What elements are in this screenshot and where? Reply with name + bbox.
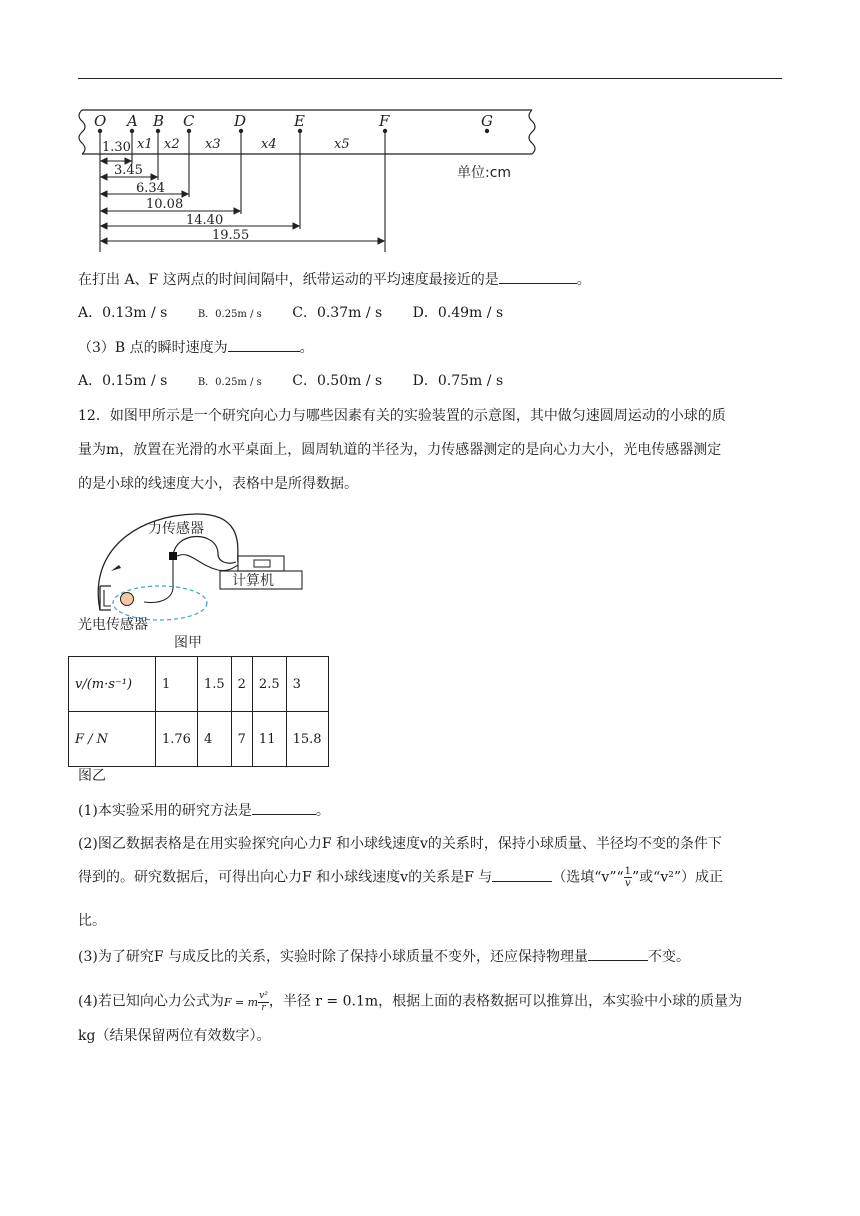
- option-b: B．0.25m / s: [197, 377, 262, 388]
- segment-label-x5: x5: [334, 137, 350, 152]
- table-cell: 11: [252, 712, 286, 767]
- option-c: C．0.50m / s: [292, 373, 383, 389]
- point-label-O: O: [94, 112, 107, 130]
- sub-question-3: [78, 946, 690, 967]
- answer-blank: [588, 946, 648, 961]
- answer-blank: [499, 269, 577, 284]
- ticker-tape-diagram: [74, 104, 544, 256]
- distance-label: 19.55: [212, 228, 250, 243]
- period: 。: [299, 340, 314, 356]
- point-label-F: F: [379, 112, 390, 130]
- point-label-G: G: [481, 112, 493, 130]
- option-a: A．0.15m / s: [78, 373, 168, 389]
- q12-line2: 量为m，放置在光滑的水平桌面上，圆周轨道的半径为，力传感器测定的是向心力大小，光电传感器测定: [78, 442, 722, 458]
- segment-label-x1: x1: [137, 137, 153, 152]
- answer-blank: [492, 867, 552, 882]
- q12-line1: 12．如图甲所示是一个研究向心力与哪些因素有关的实验装置的示意图，其中做匀速圆周运动的小球的质: [78, 408, 726, 424]
- force-sensor-label: 力传感器: [148, 521, 204, 537]
- question-text: 在打出 A、F 这两点的时间间隔中，纸带运动的平均速度最接近的是: [78, 272, 499, 288]
- table-cell: 15.8: [286, 712, 328, 767]
- sub-question-1: [78, 800, 330, 821]
- choice-text: （选填“v”“: [552, 869, 624, 886]
- figure-caption-a: 图甲: [174, 635, 202, 650]
- computer-label: 计算机: [232, 573, 274, 589]
- table-row: [69, 657, 329, 712]
- period: 。: [315, 803, 330, 819]
- table-cell: 2: [231, 657, 252, 712]
- fraction-denominator: v: [625, 878, 631, 889]
- distance-label: 10.08: [146, 197, 184, 212]
- question-3: [78, 337, 314, 358]
- table-cell: 1.76: [156, 712, 198, 767]
- table-cell: 1: [156, 657, 198, 712]
- sub-question-4: [78, 991, 742, 1014]
- choice-text: ”或“v²”）成正: [632, 869, 724, 886]
- options-3: [78, 371, 529, 393]
- apparatus-diagram: [78, 510, 338, 650]
- options-af: [78, 303, 529, 325]
- q12-line3: 的是小球的线速度大小，表格中是所得数据。: [78, 476, 358, 492]
- table-header-v: v/(m·s⁻¹): [69, 657, 156, 712]
- question-text: 得到的。研究数据后，可得出向心力F 和小球线速度v的关系是F 与: [78, 869, 493, 886]
- segment-label-x4: x4: [261, 137, 277, 152]
- fraction-numerator: 1: [624, 866, 632, 877]
- question-af: [78, 269, 591, 290]
- answer-blank: [252, 800, 316, 815]
- point-label-B: B: [153, 112, 165, 130]
- point-label-C: C: [183, 112, 195, 130]
- distance-label: 6.34: [136, 181, 165, 196]
- sub-question-2-line1: (2)图乙数据表格是在用实验探究向心力F 和小球线速度v的关系时，保持小球质量、半径均不变的条件下: [78, 836, 722, 852]
- photo-sensor-label: 光电传感器: [78, 617, 148, 633]
- segment-label-x2: x2: [164, 137, 180, 152]
- table-cell: 1.5: [197, 657, 231, 712]
- question-text: （3）B 点的瞬时速度为: [78, 340, 228, 356]
- option-c: C．0.37m / s: [292, 305, 383, 321]
- distance-label: 3.45: [114, 163, 143, 178]
- header-rule: [78, 78, 782, 79]
- sub-question-4-line2: kg（结果保留两位有效数字）。: [78, 1028, 271, 1044]
- centripetal-formula: F = m $\frac{\text{v²}}{r}$: [223, 991, 268, 1013]
- option-d: D．0.75m / s: [412, 373, 504, 389]
- data-table: [68, 656, 329, 767]
- question-text: ，半径 r = 0.1m，根据上面的表格数据可以推算出，本实验中小球的质量为: [268, 993, 743, 1010]
- sub-question-2-line3: 比。: [78, 913, 106, 929]
- question-text: (3)为了研究F 与成反比的关系，实验时除了保持小球质量不变外，还应保持物理量: [78, 949, 588, 965]
- fraction-one-over-v: [624, 866, 632, 889]
- table-row: [69, 712, 329, 767]
- question-text: (4)若已知向心力公式为: [78, 993, 224, 1010]
- option-b: B．0.25m / s: [197, 309, 262, 320]
- table-cell: 3: [286, 657, 328, 712]
- distance-label: 14.40: [186, 213, 224, 228]
- period: 。: [576, 272, 591, 288]
- answer-blank: [228, 337, 300, 352]
- sub-question-2-line2: [78, 866, 723, 889]
- question-text-end: 不变。: [648, 949, 690, 965]
- point-label-A: A: [127, 112, 138, 130]
- table-header-f: F / N: [69, 712, 156, 767]
- segment-label-x3: x3: [205, 137, 221, 152]
- distance-label: 1.30: [102, 140, 131, 155]
- point-label-D: D: [234, 112, 247, 130]
- figure-caption-b: 图乙: [78, 768, 106, 784]
- point-label-E: E: [294, 112, 305, 130]
- option-a: A．0.13m / s: [78, 305, 168, 321]
- unit-label: 单位:cm: [457, 165, 512, 181]
- option-d: D．0.49m / s: [412, 305, 504, 321]
- question-text: (1)本实验采用的研究方法是: [78, 803, 252, 819]
- table-cell: 7: [231, 712, 252, 767]
- table-cell: 4: [197, 712, 231, 767]
- table-cell: 2.5: [252, 657, 286, 712]
